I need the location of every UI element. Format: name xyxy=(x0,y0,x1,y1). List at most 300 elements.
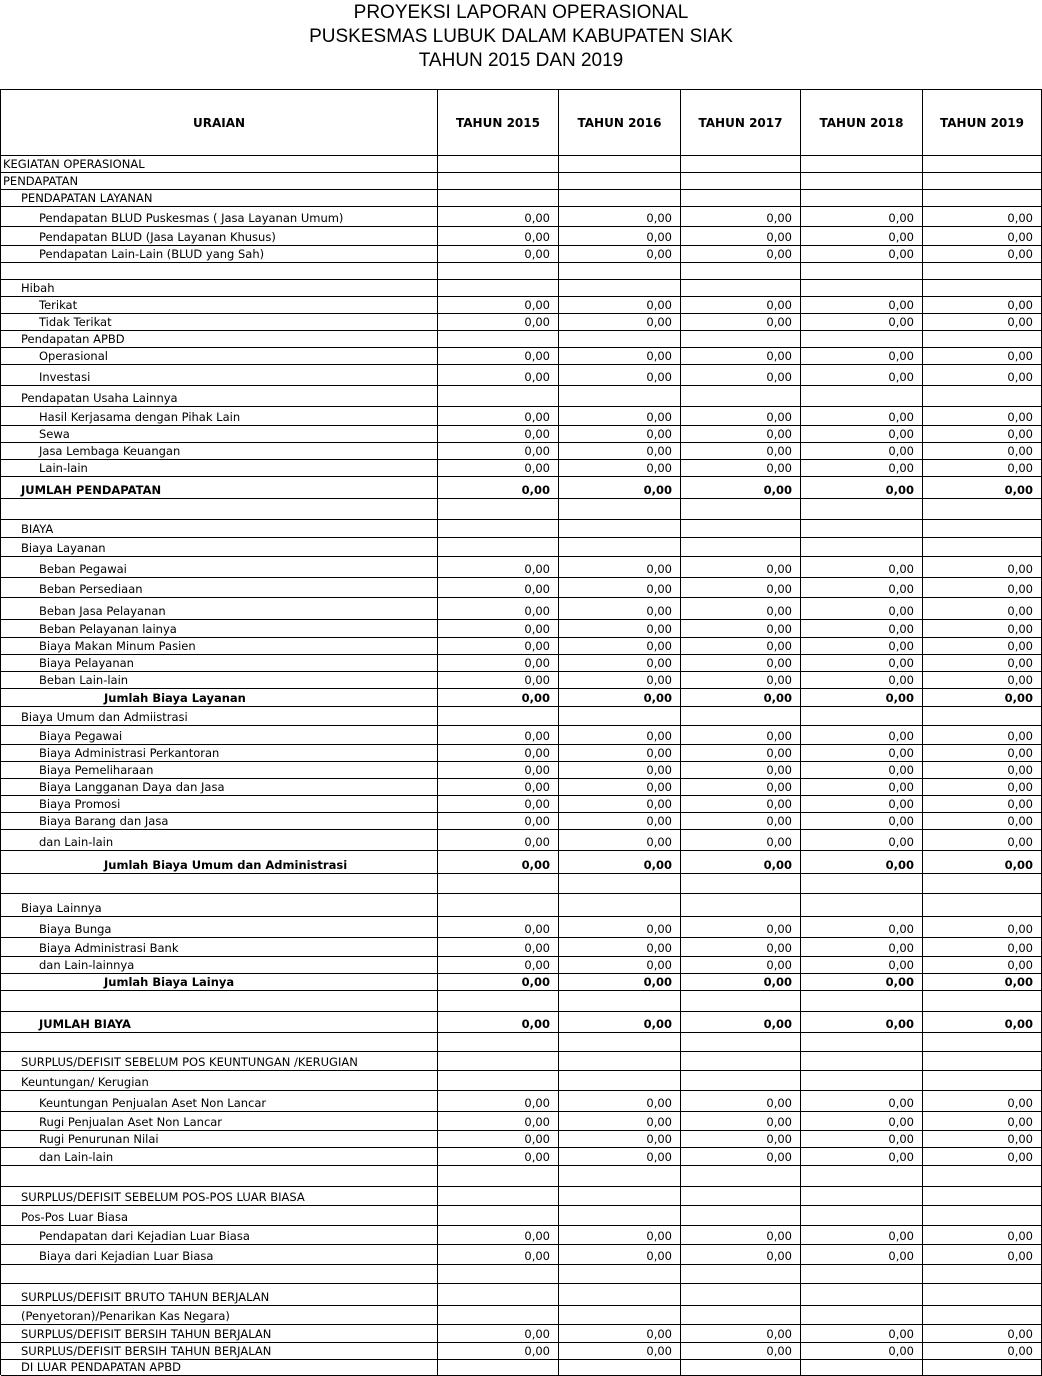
row-label: Biaya Barang dan Jasa xyxy=(1,813,438,830)
value-cell: 0,00 xyxy=(801,813,923,830)
row-label: dan Lain-lain xyxy=(1,1148,438,1166)
value-cell: 0,00 xyxy=(559,348,681,365)
row-label: Jumlah Biaya Lainya xyxy=(1,974,438,991)
value-cell: 0,00 xyxy=(559,1012,681,1033)
value-cell: 0,00 xyxy=(923,407,1042,426)
value-cell xyxy=(559,538,681,557)
value-cell xyxy=(438,1166,559,1187)
value-cell xyxy=(681,874,801,894)
row-label: JUMLAH BIAYA xyxy=(1,1012,438,1033)
value-cell xyxy=(681,190,801,207)
row-label: Biaya Umum dan Admiistrasi xyxy=(1,707,438,726)
value-cell xyxy=(438,538,559,557)
value-cell: 0,00 xyxy=(559,598,681,620)
row-label: Biaya Makan Minum Pasien xyxy=(1,638,438,655)
row-label: Beban Pegawai xyxy=(1,557,438,578)
value-cell xyxy=(801,707,923,726)
title-line-1: PROYEKSI LAPORAN OPERASIONAL xyxy=(353,2,689,23)
value-cell: 0,00 xyxy=(923,1012,1042,1033)
table-row xyxy=(1,1112,1042,1131)
table-row xyxy=(1,1148,1042,1166)
value-cell: 0,00 xyxy=(923,917,1042,938)
value-cell: 0,00 xyxy=(923,1148,1042,1166)
value-cell: 0,00 xyxy=(801,426,923,443)
value-cell: 0,00 xyxy=(559,207,681,227)
report-title xyxy=(0,1,1042,73)
value-cell: 0,00 xyxy=(801,246,923,263)
value-cell xyxy=(681,520,801,538)
row-label: Keuntungan Penjualan Aset Non Lancar xyxy=(1,1091,438,1112)
value-cell xyxy=(681,1052,801,1071)
value-cell xyxy=(438,1071,559,1091)
value-cell: 0,00 xyxy=(801,598,923,620)
value-cell: 0,00 xyxy=(801,207,923,227)
table-row xyxy=(1,1166,1042,1187)
value-cell xyxy=(438,499,559,520)
value-cell xyxy=(923,1071,1042,1091)
value-cell xyxy=(801,156,923,173)
table-row xyxy=(1,246,1042,263)
value-cell: 0,00 xyxy=(438,1343,559,1360)
table-row xyxy=(1,348,1042,365)
value-cell: 0,00 xyxy=(438,1245,559,1265)
row-label: Jumlah Biaya Layanan xyxy=(1,689,438,707)
row-label xyxy=(1,991,438,1012)
row-label: Hasil Kerjasama dengan Pihak Lain xyxy=(1,407,438,426)
value-cell: 0,00 xyxy=(438,598,559,620)
value-cell: 0,00 xyxy=(438,1112,559,1131)
value-cell: 0,00 xyxy=(559,557,681,578)
value-cell xyxy=(923,520,1042,538)
value-cell xyxy=(801,1071,923,1091)
value-cell: 0,00 xyxy=(559,1343,681,1360)
table-row xyxy=(1,917,1042,938)
row-label: BIAYA xyxy=(1,520,438,538)
value-cell: 0,00 xyxy=(438,917,559,938)
value-cell: 0,00 xyxy=(438,443,559,460)
value-cell: 0,00 xyxy=(438,620,559,638)
title-line-3: TAHUN 2015 DAN 2019 xyxy=(418,50,624,71)
value-cell: 0,00 xyxy=(559,655,681,672)
table-row xyxy=(1,1206,1042,1226)
table-header xyxy=(1,90,1042,156)
value-cell: 0,00 xyxy=(559,796,681,813)
table-row xyxy=(1,1091,1042,1112)
table-row xyxy=(1,813,1042,830)
value-cell: 0,00 xyxy=(559,314,681,331)
value-cell: 0,00 xyxy=(801,1012,923,1033)
value-cell xyxy=(438,1206,559,1226)
value-cell: 0,00 xyxy=(681,598,801,620)
value-cell: 0,00 xyxy=(801,578,923,598)
value-cell xyxy=(801,1052,923,1071)
value-cell: 0,00 xyxy=(438,974,559,991)
row-label: SURPLUS/DEFISIT SEBELUM POS KEUNTUNGAN /KERUGIAN xyxy=(1,1052,438,1071)
value-cell: 0,00 xyxy=(438,938,559,957)
value-cell xyxy=(681,280,801,297)
value-cell: 0,00 xyxy=(559,1245,681,1265)
value-cell xyxy=(559,331,681,348)
title-line-2: PUSKESMAS LUBUK DALAM KABUPATEN SIAK xyxy=(309,26,733,47)
value-cell: 0,00 xyxy=(438,672,559,689)
table-row xyxy=(1,1226,1042,1245)
value-cell xyxy=(923,1265,1042,1284)
value-cell: 0,00 xyxy=(559,726,681,745)
table-row xyxy=(1,938,1042,957)
value-cell xyxy=(438,1265,559,1284)
value-cell: 0,00 xyxy=(438,1131,559,1148)
value-cell xyxy=(923,1284,1042,1306)
value-cell: 0,00 xyxy=(681,407,801,426)
row-label: dan Lain-lain xyxy=(1,830,438,851)
table-row xyxy=(1,1306,1042,1325)
value-cell xyxy=(438,991,559,1012)
value-cell xyxy=(923,1052,1042,1071)
value-cell: 0,00 xyxy=(559,779,681,796)
value-cell: 0,00 xyxy=(801,407,923,426)
value-cell: 0,00 xyxy=(559,917,681,938)
row-label xyxy=(1,1265,438,1284)
value-cell: 0,00 xyxy=(559,689,681,707)
value-cell: 0,00 xyxy=(559,407,681,426)
header-uraian: URAIAN xyxy=(1,90,438,156)
row-label: Keuntungan/ Kerugian xyxy=(1,1071,438,1091)
value-cell: 0,00 xyxy=(438,796,559,813)
value-cell: 0,00 xyxy=(681,426,801,443)
row-label: (Penyetoran)/Penarikan Kas Negara) xyxy=(1,1306,438,1325)
value-cell: 0,00 xyxy=(923,1325,1042,1343)
value-cell: 0,00 xyxy=(923,598,1042,620)
value-cell: 0,00 xyxy=(559,365,681,386)
value-cell: 0,00 xyxy=(438,689,559,707)
value-cell xyxy=(438,520,559,538)
table-row xyxy=(1,991,1042,1012)
value-cell: 0,00 xyxy=(681,207,801,227)
value-cell: 0,00 xyxy=(438,477,559,499)
value-cell: 0,00 xyxy=(438,851,559,874)
row-label: dan Lain-lainnya xyxy=(1,957,438,974)
row-label: Biaya Layanan xyxy=(1,538,438,557)
table-row xyxy=(1,1284,1042,1306)
table-row xyxy=(1,386,1042,407)
value-cell xyxy=(923,894,1042,917)
value-cell: 0,00 xyxy=(801,443,923,460)
value-cell: 0,00 xyxy=(681,1091,801,1112)
value-cell: 0,00 xyxy=(923,426,1042,443)
row-label: Pendapatan Usaha Lainnya xyxy=(1,386,438,407)
value-cell xyxy=(559,1071,681,1091)
value-cell xyxy=(559,263,681,280)
value-cell: 0,00 xyxy=(681,1112,801,1131)
value-cell: 0,00 xyxy=(923,348,1042,365)
value-cell: 0,00 xyxy=(923,655,1042,672)
value-cell: 0,00 xyxy=(801,655,923,672)
value-cell xyxy=(438,173,559,190)
value-cell xyxy=(923,1187,1042,1206)
row-label: Biaya Lainnya xyxy=(1,894,438,917)
row-label: SURPLUS/DEFISIT BERSIH TAHUN BERJALAN xyxy=(1,1325,438,1343)
value-cell: 0,00 xyxy=(559,1131,681,1148)
row-label: Biaya Bunga xyxy=(1,917,438,938)
row-label: Biaya dari Kejadian Luar Biasa xyxy=(1,1245,438,1265)
table-row xyxy=(1,689,1042,707)
value-cell: 0,00 xyxy=(923,726,1042,745)
row-label xyxy=(1,874,438,894)
value-cell xyxy=(438,874,559,894)
row-label: Beban Pelayanan lainya xyxy=(1,620,438,638)
value-cell: 0,00 xyxy=(681,1325,801,1343)
value-cell: 0,00 xyxy=(801,1112,923,1131)
row-label: Rugi Penjualan Aset Non Lancar xyxy=(1,1112,438,1131)
value-cell: 0,00 xyxy=(438,745,559,762)
value-cell: 0,00 xyxy=(681,938,801,957)
value-cell xyxy=(801,991,923,1012)
value-cell xyxy=(801,1284,923,1306)
value-cell: 0,00 xyxy=(801,638,923,655)
value-cell xyxy=(801,874,923,894)
value-cell xyxy=(559,894,681,917)
table-row xyxy=(1,477,1042,499)
value-cell xyxy=(923,386,1042,407)
value-cell xyxy=(438,156,559,173)
value-cell: 0,00 xyxy=(923,227,1042,246)
value-cell: 0,00 xyxy=(559,957,681,974)
row-label xyxy=(1,1166,438,1187)
value-cell: 0,00 xyxy=(923,745,1042,762)
value-cell xyxy=(559,1306,681,1325)
value-cell: 0,00 xyxy=(681,246,801,263)
value-cell: 0,00 xyxy=(559,830,681,851)
value-cell xyxy=(801,1187,923,1206)
value-cell xyxy=(681,1071,801,1091)
value-cell: 0,00 xyxy=(801,1245,923,1265)
row-label: JUMLAH PENDAPATAN xyxy=(1,477,438,499)
header-year-2016: TAHUN 2016 xyxy=(559,90,681,156)
value-cell: 0,00 xyxy=(559,745,681,762)
value-cell: 0,00 xyxy=(438,1325,559,1343)
value-cell: 0,00 xyxy=(559,297,681,314)
table-row xyxy=(1,314,1042,331)
value-cell xyxy=(559,1265,681,1284)
value-cell: 0,00 xyxy=(438,246,559,263)
row-label: Operasional xyxy=(1,348,438,365)
value-cell: 0,00 xyxy=(923,689,1042,707)
value-cell xyxy=(559,1187,681,1206)
value-cell: 0,00 xyxy=(923,672,1042,689)
value-cell: 0,00 xyxy=(801,1343,923,1360)
value-cell xyxy=(801,263,923,280)
row-label: Jumlah Biaya Umum dan Administrasi xyxy=(1,851,438,874)
value-cell xyxy=(681,263,801,280)
value-cell xyxy=(438,1284,559,1306)
table-row xyxy=(1,365,1042,386)
value-cell: 0,00 xyxy=(438,813,559,830)
row-label: Pendapatan dari Kejadian Luar Biasa xyxy=(1,1226,438,1245)
value-cell xyxy=(559,1360,681,1376)
table-row xyxy=(1,460,1042,477)
value-cell xyxy=(438,894,559,917)
value-cell: 0,00 xyxy=(801,227,923,246)
value-cell xyxy=(681,538,801,557)
value-cell: 0,00 xyxy=(801,348,923,365)
value-cell xyxy=(681,1306,801,1325)
value-cell: 0,00 xyxy=(438,365,559,386)
value-cell xyxy=(681,894,801,917)
table-row xyxy=(1,707,1042,726)
value-cell: 0,00 xyxy=(923,1245,1042,1265)
report-table xyxy=(0,89,1042,1375)
table-row xyxy=(1,830,1042,851)
table-row xyxy=(1,263,1042,280)
value-cell xyxy=(681,1206,801,1226)
row-label: Beban Lain-lain xyxy=(1,672,438,689)
value-cell: 0,00 xyxy=(923,938,1042,957)
value-cell xyxy=(559,874,681,894)
value-cell: 0,00 xyxy=(923,762,1042,779)
row-label: Pendapatan BLUD Puskesmas ( Jasa Layanan Umum) xyxy=(1,207,438,227)
value-cell: 0,00 xyxy=(923,578,1042,598)
value-cell: 0,00 xyxy=(681,297,801,314)
value-cell xyxy=(923,331,1042,348)
value-cell: 0,00 xyxy=(681,1148,801,1166)
row-label: KEGIATAN OPERASIONAL xyxy=(1,156,438,173)
value-cell: 0,00 xyxy=(923,557,1042,578)
value-cell: 0,00 xyxy=(801,779,923,796)
value-cell: 0,00 xyxy=(559,1148,681,1166)
value-cell: 0,00 xyxy=(923,1343,1042,1360)
value-cell: 0,00 xyxy=(438,655,559,672)
table-row xyxy=(1,557,1042,578)
value-cell xyxy=(681,1187,801,1206)
value-cell xyxy=(681,1284,801,1306)
value-cell: 0,00 xyxy=(438,578,559,598)
row-label: Pos-Pos Luar Biasa xyxy=(1,1206,438,1226)
row-label: SURPLUS/DEFISIT BRUTO TAHUN BERJALAN xyxy=(1,1284,438,1306)
value-cell xyxy=(559,1033,681,1052)
value-cell: 0,00 xyxy=(801,796,923,813)
value-cell: 0,00 xyxy=(801,1226,923,1245)
table-row xyxy=(1,1325,1042,1343)
value-cell: 0,00 xyxy=(559,227,681,246)
value-cell: 0,00 xyxy=(559,1091,681,1112)
value-cell: 0,00 xyxy=(681,813,801,830)
value-cell xyxy=(681,1360,801,1376)
table-row xyxy=(1,957,1042,974)
value-cell: 0,00 xyxy=(559,672,681,689)
value-cell: 0,00 xyxy=(801,745,923,762)
value-cell: 0,00 xyxy=(438,227,559,246)
value-cell: 0,00 xyxy=(559,1226,681,1245)
value-cell: 0,00 xyxy=(559,477,681,499)
header-year-2019: TAHUN 2019 xyxy=(923,90,1042,156)
value-cell: 0,00 xyxy=(438,1091,559,1112)
value-cell: 0,00 xyxy=(681,974,801,991)
table-row xyxy=(1,1360,1042,1376)
value-cell xyxy=(801,499,923,520)
value-cell: 0,00 xyxy=(559,1325,681,1343)
table-row xyxy=(1,1012,1042,1033)
table-row xyxy=(1,173,1042,190)
value-cell xyxy=(923,1033,1042,1052)
table-row xyxy=(1,297,1042,314)
value-cell: 0,00 xyxy=(923,1131,1042,1148)
value-cell xyxy=(923,263,1042,280)
table-row xyxy=(1,331,1042,348)
row-label: DI LUAR PENDAPATAN APBD xyxy=(1,1360,438,1376)
row-label: Pendapatan APBD xyxy=(1,331,438,348)
value-cell: 0,00 xyxy=(681,779,801,796)
value-cell xyxy=(801,386,923,407)
value-cell: 0,00 xyxy=(681,443,801,460)
value-cell: 0,00 xyxy=(681,917,801,938)
table-row xyxy=(1,280,1042,297)
row-label: Beban Persediaan xyxy=(1,578,438,598)
table-row xyxy=(1,1071,1042,1091)
value-cell xyxy=(801,1033,923,1052)
row-label: SURPLUS/DEFISIT SEBELUM POS-POS LUAR BIASA xyxy=(1,1187,438,1206)
value-cell xyxy=(923,707,1042,726)
value-cell: 0,00 xyxy=(681,957,801,974)
table-row xyxy=(1,638,1042,655)
value-cell: 0,00 xyxy=(923,813,1042,830)
value-cell xyxy=(559,1052,681,1071)
value-cell: 0,00 xyxy=(923,796,1042,813)
value-cell xyxy=(559,991,681,1012)
table-row xyxy=(1,779,1042,796)
value-cell: 0,00 xyxy=(438,460,559,477)
value-cell: 0,00 xyxy=(923,620,1042,638)
value-cell: 0,00 xyxy=(559,938,681,957)
row-label: Hibah xyxy=(1,280,438,297)
table-row xyxy=(1,443,1042,460)
value-cell xyxy=(438,190,559,207)
value-cell: 0,00 xyxy=(559,460,681,477)
table-row xyxy=(1,407,1042,426)
value-cell: 0,00 xyxy=(923,365,1042,386)
value-cell: 0,00 xyxy=(801,1325,923,1343)
value-cell xyxy=(681,386,801,407)
value-cell: 0,00 xyxy=(801,917,923,938)
value-cell: 0,00 xyxy=(923,1226,1042,1245)
value-cell: 0,00 xyxy=(681,1343,801,1360)
value-cell: 0,00 xyxy=(559,620,681,638)
value-cell xyxy=(681,173,801,190)
value-cell xyxy=(801,1306,923,1325)
value-cell: 0,00 xyxy=(559,246,681,263)
value-cell xyxy=(438,1187,559,1206)
table-row xyxy=(1,894,1042,917)
value-cell: 0,00 xyxy=(801,460,923,477)
value-cell xyxy=(923,874,1042,894)
table-row xyxy=(1,578,1042,598)
value-cell xyxy=(438,331,559,348)
value-cell xyxy=(438,1033,559,1052)
value-cell xyxy=(923,156,1042,173)
value-cell: 0,00 xyxy=(681,314,801,331)
value-cell xyxy=(923,173,1042,190)
value-cell: 0,00 xyxy=(681,655,801,672)
value-cell: 0,00 xyxy=(681,1131,801,1148)
table-row xyxy=(1,974,1042,991)
value-cell: 0,00 xyxy=(801,365,923,386)
value-cell xyxy=(681,1265,801,1284)
value-cell: 0,00 xyxy=(681,557,801,578)
value-cell: 0,00 xyxy=(559,851,681,874)
value-cell: 0,00 xyxy=(438,207,559,227)
row-label: Pendapatan Lain-Lain (BLUD yang Sah) xyxy=(1,246,438,263)
value-cell: 0,00 xyxy=(923,477,1042,499)
value-cell: 0,00 xyxy=(438,1226,559,1245)
